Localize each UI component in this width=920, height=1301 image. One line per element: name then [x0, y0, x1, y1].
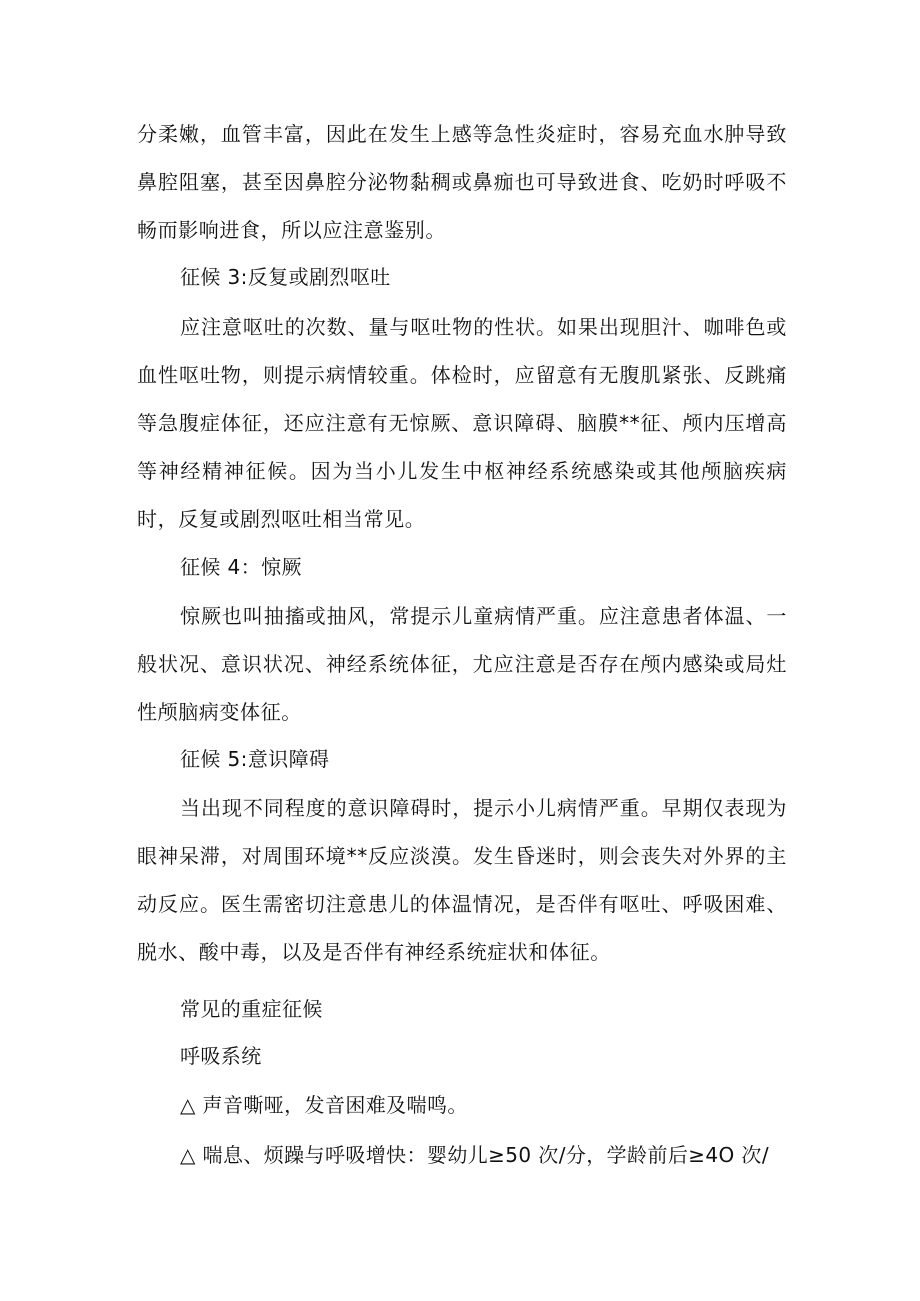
heading-symptom-4: 征候 4：惊厥 — [180, 555, 302, 579]
paragraph-symptom-5: 当出现不同程度的意识障碍时，提示小儿病情严重。早期仅表现为眼神呆滞，对周围环境**反应淡漠。发生昏迷时，则会丧失对外界的主动反应。医生需密切注意患儿的体温情况，是否伴有呕吐、呼吸困难、脱水、酸中毒，以及是否伴有神经系统症状和体征。 — [137, 796, 787, 964]
list-item-hoarseness: △ 声音嘶哑，发音困难及喘鸣。 — [180, 1093, 468, 1117]
heading-common-severe-symptoms: 常见的重症征候 — [180, 997, 323, 1021]
paragraph-symptom-3: 应注意呕吐的次数、量与呕吐物的性状。如果出现胆汁、咖啡色或血性呕吐物，则提示病情较重。体检时，应留意有无腹肌紧张、反跳痛等急腹症体征，还应注意有无惊厥、意识障碍、脑膜**征、颅内压增高等神经精神征候。因为当小儿发生中枢神经系统感染或其他颅脑疾病时，反复或剧烈呕吐相当常见。 — [137, 315, 787, 531]
paragraph-intro: 分柔嫩，血管丰富，因此在发生上感等急性炎症时，容易充血水肿导致鼻腔阻塞，甚至因鼻腔分泌物黏稠或鼻痂也可导致进食、吃奶时呼吸不畅而影响进食，所以应注意鉴别。 — [137, 122, 787, 242]
heading-symptom-5: 征候 5:意识障碍 — [180, 747, 330, 771]
heading-symptom-3: 征候 3:反复或剧烈呕吐 — [180, 265, 391, 289]
paragraph-symptom-4: 惊厥也叫抽搐或抽风，常提示儿童病情严重。应注意患者体温、一般状况、意识状况、神经系统体征，尤应注意是否存在颅内感染或局灶性颅脑病变体征。 — [137, 604, 787, 724]
list-item-wheezing: △ 喘息、烦躁与呼吸增快：婴幼儿≥50 次/分，学龄前后≥4O 次/ — [180, 1143, 769, 1167]
heading-respiratory-system: 呼吸系统 — [180, 1044, 262, 1068]
